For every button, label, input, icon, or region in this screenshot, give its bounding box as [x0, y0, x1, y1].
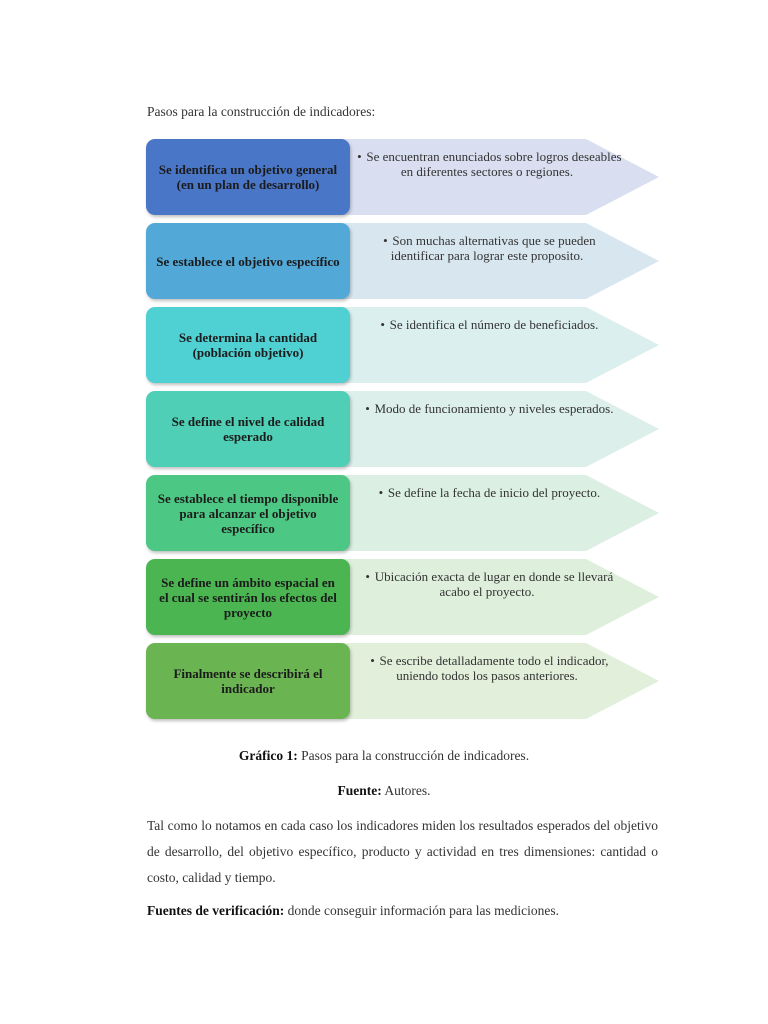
step-5-box [146, 475, 350, 551]
step-4-box [146, 391, 350, 467]
step-4 [146, 391, 666, 467]
step-3 [146, 307, 666, 383]
step-3-box [146, 307, 350, 383]
figure-caption [0, 748, 768, 764]
step-2-detail-block [352, 233, 622, 263]
step-3-detail: Se identifica el número de beneficiados. [389, 317, 599, 332]
body-paragraph: Tal como lo notamos en cada caso los indicadores miden los resultados esperados del objetivo de desarrollo, del objetivo específico, producto y actividad en tres dimensiones: cantidad o costo, calidad y tiempo. [147, 818, 658, 885]
figure-source-text: Autores. [384, 783, 431, 798]
step-5-title: Se establece el tiempo disponible para alcanzar el objetivo específico [157, 490, 339, 536]
step-2-box [146, 223, 350, 299]
step-5 [146, 475, 666, 551]
figure-source [0, 783, 768, 799]
bullet-icon: • [370, 653, 375, 668]
step-6-detail: Ubicación exacta de lugar en donde se llevará acabo el proyecto. [374, 569, 614, 599]
step-2-detail: Son muchas alternativas que se pueden identificar para lograr este proposito. [390, 233, 596, 263]
figure-caption-label: Gráfico 1: [238, 748, 298, 763]
verification-paragraph [147, 898, 658, 924]
step-4-title: Se define el nivel de calidad esperado [171, 414, 325, 444]
verification-text: donde conseguir información para las mediciones. [287, 903, 560, 918]
step-5-detail: Se define la fecha de inicio del proyecto. [387, 485, 601, 500]
step-7 [146, 643, 666, 719]
bullet-icon: • [365, 401, 370, 416]
step-7-detail: Se escribe detalladamente todo el indicador, uniendo todos los pasos anteriores. [379, 653, 609, 683]
step-3-detail-block [352, 317, 622, 332]
step-1 [146, 139, 666, 215]
bullet-icon: • [357, 149, 362, 164]
step-2-title: Se establece el objetivo específico [156, 253, 340, 269]
verification-label: Fuentes de verificación: [147, 903, 285, 918]
step-7-title: Finalmente se describirá el indicador [173, 666, 323, 696]
step-3-title: Se determina la cantidad (población objetivo) [178, 330, 318, 360]
step-1-box [146, 139, 350, 215]
step-4-detail-block [352, 401, 622, 416]
bullet-icon: • [365, 569, 370, 584]
intro-text: Pasos para la construcción de indicadores: [147, 104, 376, 119]
bullet-icon: • [383, 233, 388, 248]
figure-source-label: Fuente: [337, 783, 382, 798]
step-1-detail-block [352, 149, 622, 179]
step-7-box [146, 643, 350, 719]
step-4-detail: Modo de funcionamiento y niveles esperados. [374, 401, 614, 416]
figure-caption-text: Pasos para la construcción de indicadores. [301, 748, 530, 763]
bullet-icon: • [378, 485, 384, 500]
step-2 [146, 223, 666, 299]
step-5-detail-block [352, 485, 622, 500]
bullet-icon: • [380, 317, 385, 332]
step-1-detail: Se encuentran enunciados sobre logros deseables en diferentes sectores o regiones. [366, 149, 622, 179]
step-6-box [146, 559, 350, 635]
step-1-title: Se identifica un objetivo general (en un plan de desarrollo) [158, 162, 338, 192]
step-6-title: Se define un ámbito espacial en el cual se sentirán los efectos del proyecto [159, 574, 337, 620]
step-7-detail-block [352, 653, 622, 683]
step-6-detail-block [352, 569, 622, 599]
step-6 [146, 559, 666, 635]
